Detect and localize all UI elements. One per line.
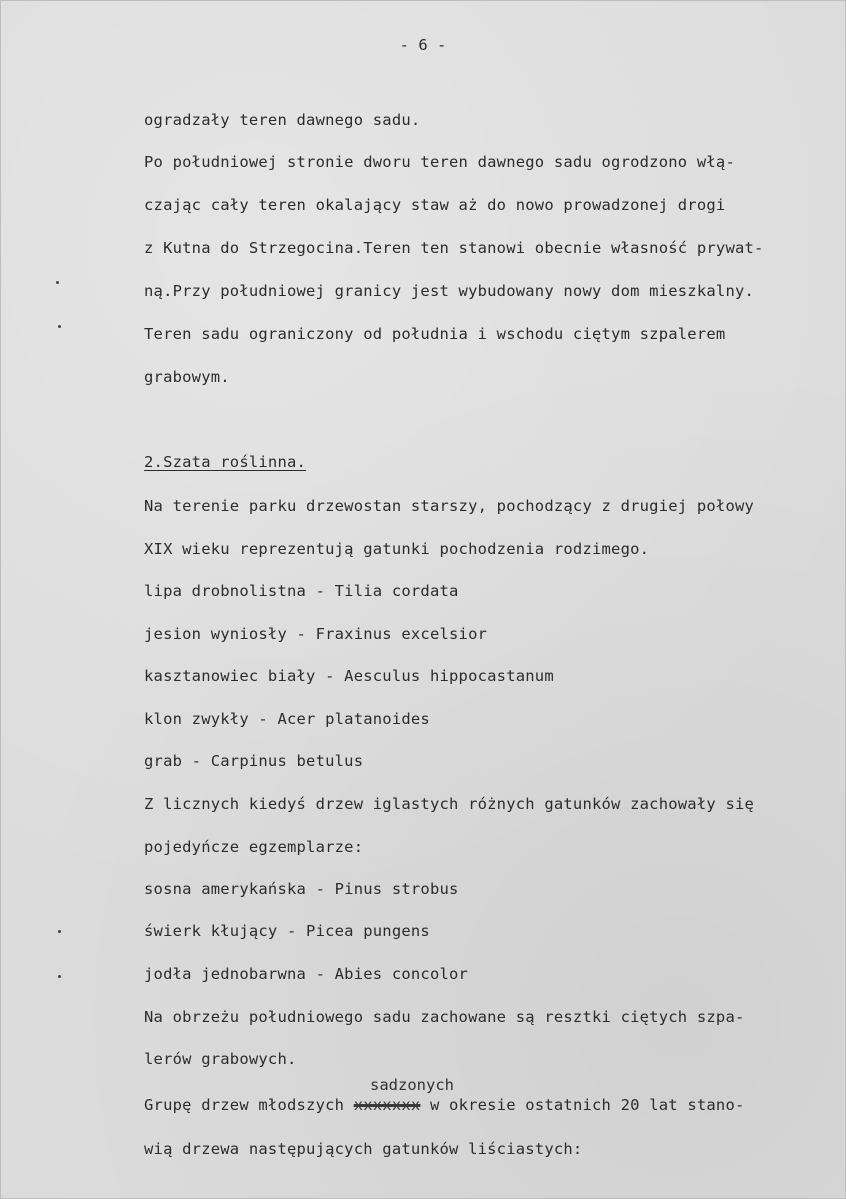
species-line: klon zwykły - Acer platanoides <box>144 710 430 728</box>
text-line: lerów grabowych. <box>144 1050 297 1068</box>
species-line: jesion wyniosły - Fraxinus excelsior <box>144 625 488 643</box>
species-line: sosna amerykańska - Pinus strobus <box>144 880 459 898</box>
text-line: Z licznych kiedyś drzew iglastych różnych gatunków zachowały się <box>144 795 755 813</box>
text-line: Na terenie parku drzewostan starszy, pochodzący z drugiej połowy <box>144 497 755 515</box>
text-fragment: Grupę drzew młodszych <box>144 1096 354 1114</box>
species-line: kasztanowiec biały - Aesculus hippocastanum <box>144 667 554 685</box>
section-heading: 2.Szata roślinna. <box>144 453 307 471</box>
text-line: czając cały teren okalający staw aż do nowo prowadzonej drogi <box>144 196 726 214</box>
margin-mark <box>58 975 61 978</box>
text-line: Po południowej stronie dworu teren dawnego sadu ogrodzono włą- <box>144 153 735 171</box>
inserted-word: sadzonych <box>370 1076 454 1094</box>
species-line: jodła jednobarwna - Abies concolor <box>144 965 469 983</box>
text-line-with-correction <box>144 1096 745 1114</box>
text-line: ogradzały teren dawnego sadu. <box>144 111 421 129</box>
text-line: XIX wieku reprezentują gatunki pochodzenia rodzimego. <box>144 540 650 558</box>
species-line: świerk kłujący - Picea pungens <box>144 922 430 940</box>
margin-mark <box>58 930 61 933</box>
species-line: lipa drobnolistna - Tilia cordata <box>144 582 459 600</box>
margin-mark <box>56 281 59 284</box>
text-line: Na obrzeżu południowego sadu zachowane są resztki ciętych szpa- <box>144 1008 745 1026</box>
margin-mark <box>58 325 61 328</box>
text-line: z Kutna do Strzegocina.Teren ten stanowi obecnie własność prywat- <box>144 239 764 257</box>
species-line: grab - Carpinus betulus <box>144 752 364 770</box>
text-fragment: w okresie ostatnich 20 lat stano- <box>420 1096 745 1114</box>
text-line: pojedyńcze egzemplarze: <box>144 838 364 856</box>
text-line: Teren sadu ograniczony od południa i wschodu ciętym szpalerem <box>144 325 726 343</box>
struck-word: xxxxxxx <box>353 1096 421 1114</box>
page-number: - 6 - <box>399 36 447 54</box>
text-line: ną.Przy południowej granicy jest wybudowany nowy dom mieszkalny. <box>144 282 755 300</box>
text-line: wią drzewa następujących gatunków liściastych: <box>144 1140 583 1158</box>
text-line: grabowym. <box>144 368 230 386</box>
